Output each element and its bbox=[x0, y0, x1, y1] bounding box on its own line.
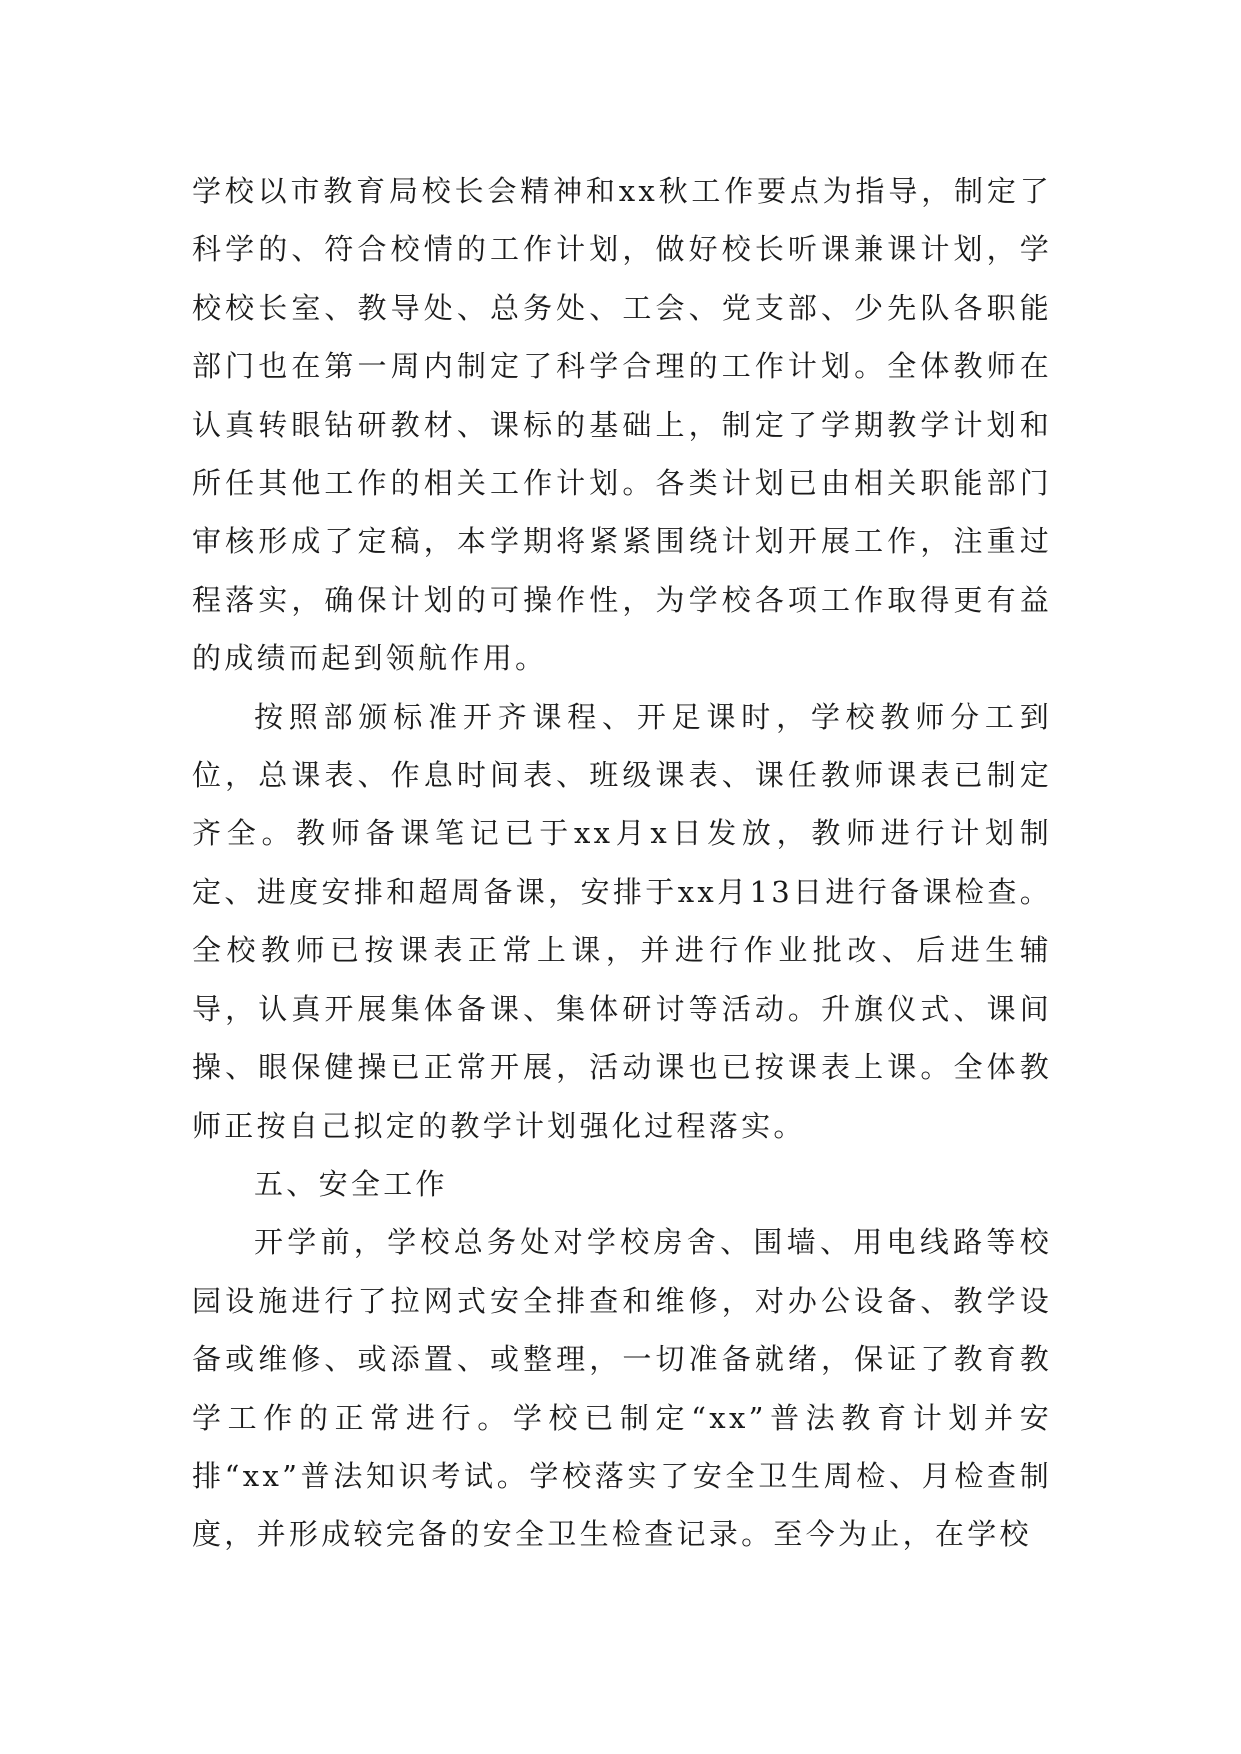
document-body bbox=[192, 162, 1052, 1564]
paragraph-curriculum: 按照部颁标准开齐课程、开足课时，学校教师分工到位，总课表、作息时间表、班级课表、课任教师课表已制定齐全。教师备课笔记已于xx月x日发放，教师进行计划制定、进度安排和超周备课，安排于xx月13日进行备课检查。全校教师已按课表正常上课，并进行作业批改、后进生辅导，认真开展集体备课、集体研讨等活动。升旗仪式、课间操、眼保健操已正常开展，活动课也已按课表上课。全体教师正按自己拟定的教学计划强化过程落实。 bbox=[192, 699, 1052, 1143]
section-heading-safety: 五、安全工作 bbox=[254, 1166, 448, 1201]
paragraph-planning: 学校以市教育局校长会精神和xx秋工作要点为指导，制定了科学的、符合校情的工作计划，做好校长听课兼课计划，学校校长室、教导处、总务处、工会、党支部、少先队各职能部门也在第一周内制定了科学合理的工作计划。全体教师在认真转眼钻研教材、课标的基础上，制定了学期教学计划和所任其他工作的相关工作计划。各类计划已由相关职能部门审核形成了定稿，本学期将紧紧围绕计划开展工作，注重过程落实，确保计划的可操作性，为学校各项工作取得更有益的成绩而起到领航作用。 bbox=[192, 174, 1052, 676]
paragraph-safety: 开学前，学校总务处对学校房舍、围墙、用电线路等校园设施进行了拉网式安全排查和维修，对办公设备、教学设备或维修、或添置、或整理，一切准备就绪，保证了教育教学工作的正常进行。学校已制定“xx”普法教育计划并安排“xx”普法知识考试。学校落实了安全卫生周检、月检查制度，并形成较完备的安全卫生检查记录。至今为止，在学校 bbox=[192, 1225, 1052, 1552]
